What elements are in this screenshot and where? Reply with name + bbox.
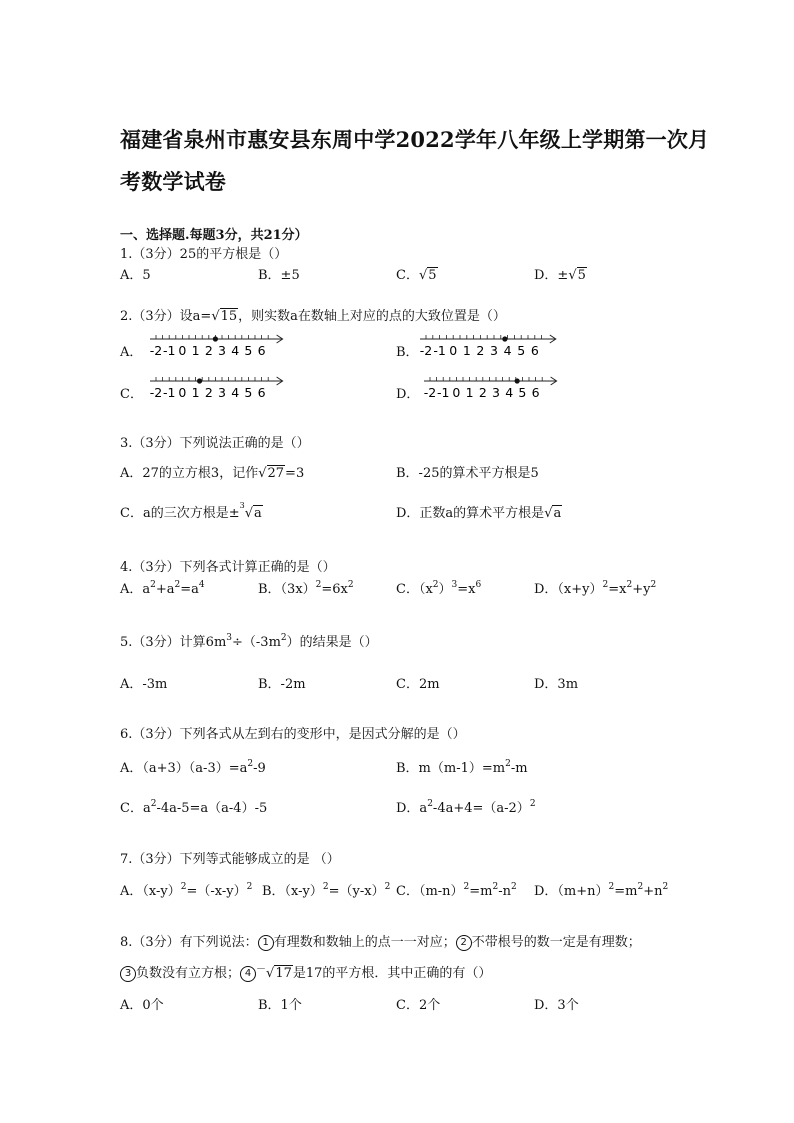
number-line-b	[420, 331, 559, 363]
q8-option-d: D．3个	[534, 998, 579, 1013]
tick-label: 4	[231, 385, 240, 400]
circled-number-1: 1	[258, 935, 274, 951]
point-marker	[502, 336, 507, 341]
tick-label: -2	[149, 343, 163, 358]
tick-label: 3	[218, 385, 226, 400]
point-marker	[197, 378, 202, 383]
q1-option-b: B．±5	[258, 268, 300, 283]
tick-label: -1	[162, 343, 176, 358]
circled-number-3: 3	[120, 966, 136, 982]
q5-stem: 5.（3分）计算$6m^3\div(-3m^2)$的结果是（）	[120, 633, 378, 650]
q6-option-d: D．$a^2-4a+4=(a-2)^2$	[396, 799, 536, 816]
q6-option-c: C．$a^2-4a-5=a(a-4)-5$	[120, 799, 268, 816]
q7-option-a: A．$(x-y)^2=(-x-y)^2$	[120, 882, 253, 899]
q4-stem: 4.（3分）下列各式计算正确的是（）	[120, 560, 336, 575]
q8-option-b: B．1个	[258, 998, 302, 1013]
q6-option-b: B．$m(m-1)=m^2-m$	[396, 759, 528, 776]
q5-option-d: D．3m	[534, 677, 579, 692]
sqrt-symbol: √17	[266, 966, 292, 981]
section-heading: 一、选择题.每题3分，共21分）	[120, 228, 308, 243]
tick-label: 6	[531, 385, 540, 400]
q8-option-c: C．2个	[396, 998, 441, 1013]
tick-label: 1	[191, 385, 200, 400]
tick-label: 2	[204, 385, 213, 400]
q2-option-d-label: D．	[396, 387, 420, 402]
sqrt-symbol: √a	[544, 506, 562, 521]
number-line-svg	[424, 373, 560, 401]
tick-label: 1	[462, 343, 471, 358]
tick-label: -2	[149, 385, 163, 400]
tick-label: 1	[191, 343, 200, 358]
circled-number-4: 4	[240, 966, 256, 982]
tick-label: 5	[244, 343, 253, 358]
q3-option-a: A．27的立方根3，记作√27=3	[120, 466, 305, 481]
q4-option-b: B．$(3x)^2=6x^2$	[258, 580, 354, 597]
number-line-c	[150, 373, 286, 405]
tick-label: -1	[436, 385, 450, 400]
q7-option-d: D．$(m+n)^2=m^2+n^2$	[534, 882, 669, 899]
q3-option-b: B．-25的算术平方根是5	[396, 466, 539, 481]
tick-label: 3	[492, 385, 500, 400]
tick-label: 0	[452, 385, 461, 400]
q3-option-d: D．正数a的算术平方根是√a	[396, 506, 562, 521]
tick-label: -1	[433, 343, 446, 358]
tick-label: 1	[465, 385, 474, 400]
q1-option-d: D．±√5	[534, 268, 586, 283]
page-title-line1: 福建省泉州市惠安县东周中学2022学年八年级上学期第一次月	[120, 127, 710, 152]
tick-label: 2	[476, 343, 485, 358]
sqrt-symbol: √15	[211, 309, 238, 324]
tick-label: 4	[503, 343, 512, 358]
tick-label: 4	[231, 343, 240, 358]
number-line-d	[424, 373, 560, 405]
number-line-svg	[150, 373, 286, 401]
q4-option-c: C．$(x^2)^3=x^6$	[396, 580, 482, 597]
q5-option-a: A．-3m	[120, 677, 168, 692]
q3-option-c: C．a的三次方根是±$^3$√a	[120, 501, 262, 521]
circled-number-2: 2	[456, 935, 472, 951]
sqrt-symbol: √5	[568, 268, 586, 283]
tick-label: 0	[449, 343, 458, 358]
q7-option-b: B．$(x-y)^2=(y-x)^2$	[262, 882, 391, 899]
tick-label: 2	[204, 343, 213, 358]
tick-label: 5	[518, 385, 527, 400]
number-line-svg	[150, 331, 286, 359]
page-title-line2: 考数学试卷	[120, 169, 226, 194]
q7-option-c: C．$(m-n)^2=m^2-n^2$	[396, 882, 517, 899]
q2-option-b-label: B．	[396, 345, 419, 360]
tick-label: 6	[257, 385, 266, 400]
tick-label: 3	[490, 343, 498, 358]
tick-label: 5	[244, 385, 253, 400]
q1-option-a: A．5	[120, 268, 151, 283]
tick-label: 6	[530, 343, 539, 358]
q8-stem-line1: 8.（3分）有下列说法： 1 有理数和数轴上的点一一对应； 2 不带根号的数一定是有理数；	[120, 935, 641, 950]
q8-stem-line2: 3 负数没有立方根； 4 －√17是17的平方根．其中正确的有（）	[120, 962, 491, 982]
tick-label: 4	[505, 385, 514, 400]
q1-stem: 1.（3分）25的平方根是（）	[120, 247, 288, 262]
tick-label: 0	[178, 385, 187, 400]
q5-option-b: B．-2m	[258, 677, 306, 692]
q4-option-a: A．$a^2+a^2=a^4$	[120, 580, 205, 597]
q6-stem: 6.（3分）下列各式从左到右的变形中，是因式分解的是（）	[120, 727, 466, 742]
q7-stem: 7.（3分）下列等式能够成立的是 （）	[120, 852, 340, 867]
q1-option-c: C．√5	[396, 268, 437, 283]
sqrt-symbol: √5	[418, 268, 437, 283]
q3-stem: 3.（3分）下列说法正确的是（）	[120, 436, 310, 451]
q6-option-a: A．$(a+3)(a-3)=a^2-9$	[120, 759, 266, 776]
tick-label: 2	[478, 385, 487, 400]
tick-label: 5	[517, 343, 526, 358]
point-marker	[515, 378, 520, 383]
tick-label: 0	[178, 343, 187, 358]
q2-stem: 2.（3分）设a=√15，则实数a在数轴上对应的点的大致位置是（）	[120, 309, 506, 324]
cube-root-symbol: $^3$√a	[239, 501, 262, 521]
number-line-a	[150, 331, 286, 363]
point-marker	[213, 336, 218, 341]
q5-option-c: C．2m	[396, 677, 440, 692]
tick-label: -2	[423, 385, 437, 400]
number-line-svg	[420, 331, 559, 359]
q4-option-d: D．$(x+y)^2=x^2+y^2$	[534, 580, 657, 597]
tick-label: 6	[257, 343, 266, 358]
tick-label: 3	[218, 343, 226, 358]
sqrt-symbol: √27	[258, 466, 285, 481]
q8-option-a: A．0个	[120, 998, 164, 1013]
q2-option-a-label: A．	[120, 345, 143, 360]
q2-option-c-label: C．	[120, 387, 143, 402]
tick-label: -1	[162, 385, 176, 400]
tick-label: -2	[419, 343, 433, 358]
